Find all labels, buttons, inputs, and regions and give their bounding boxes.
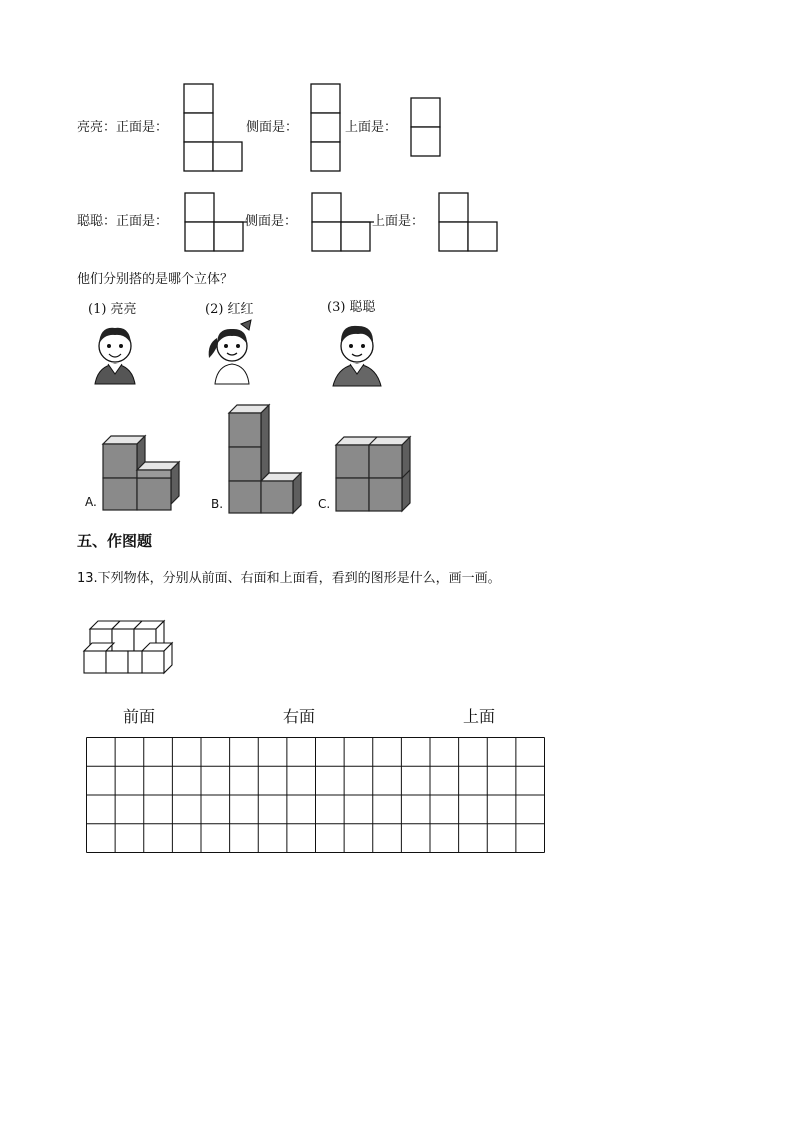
liangliang-side-view (311, 84, 343, 174)
congcong-side-view (312, 193, 374, 255)
question-text: 他们分别搭的是哪个立体？ (77, 272, 234, 287)
grid-label-right: 右面 (283, 707, 316, 726)
liangliang-front-label: 亮亮：正面是： (77, 120, 169, 135)
congcong-front-view (185, 193, 247, 255)
liangliang-front-view (184, 84, 244, 174)
cube-object (84, 617, 184, 687)
solid-a (103, 436, 183, 512)
solid-b (229, 405, 307, 515)
drawing-grid[interactable] (86, 737, 546, 855)
congcong-top-label: 上面是： (372, 214, 425, 229)
kid-2-illustration (205, 318, 260, 384)
solid-a-label: A. (85, 495, 97, 509)
section-title: 五、作图题 (77, 532, 153, 550)
solid-c (336, 437, 414, 515)
kid-3-label: (3) 聪聪 (327, 300, 376, 315)
kid-3-illustration (330, 314, 385, 386)
congcong-side-label: 侧面是： (245, 214, 298, 229)
solid-c-label: C. (318, 497, 331, 511)
kid-1-illustration (90, 318, 140, 384)
grid-label-front: 前面 (123, 707, 156, 726)
liangliang-top-label: 上面是： (345, 120, 398, 135)
congcong-front-label: 聪聪：正面是： (77, 214, 169, 229)
kid-1-label: (1) 亮亮 (88, 302, 137, 317)
liangliang-top-view (411, 98, 443, 160)
problem-13-text: 13.下列物体，分别从前面、右面和上面看，看到的图形是什么，画一画。 (77, 571, 501, 586)
solid-b-label: B. (211, 497, 224, 511)
grid-label-top: 上面 (463, 707, 496, 726)
liangliang-side-label: 侧面是： (246, 120, 299, 135)
congcong-top-view (439, 193, 501, 255)
kid-2-label: (2) 红红 (205, 302, 254, 317)
